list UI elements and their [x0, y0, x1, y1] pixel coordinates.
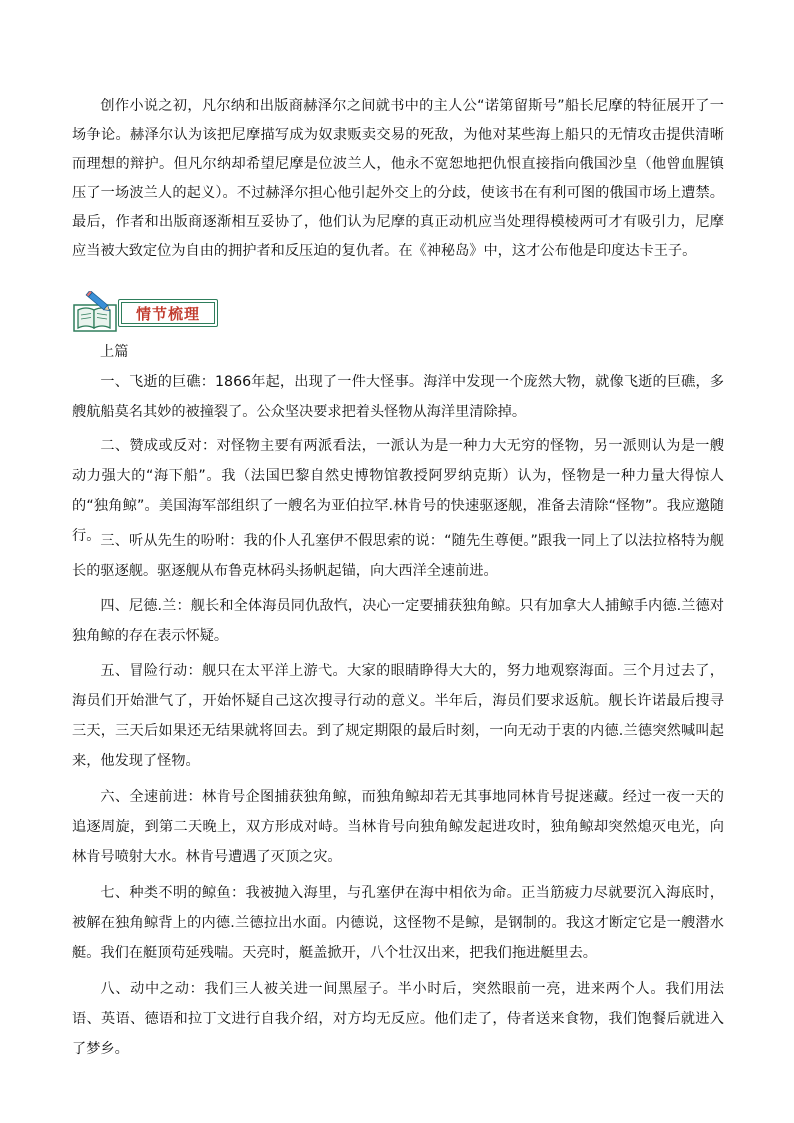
chapter-summary: 四、尼德.兰：舰长和全体海员同仇敌忾，决心一定要捕获独角鲸。只有加拿大人捕鲸手内德.兰德对独角鲸的存在表示怀疑。 [72, 598, 724, 644]
chapter-summary: 一、飞逝的巨礁：1866年起，出现了一件大怪事。海洋中发现一个庞然大物，就像飞逝的巨礁，多艘航船莫名其妙的被撞裂了。公众坚决要求把着头怪物从海洋里清除掉。 [72, 374, 724, 420]
chapter-summary: 二、赞成或反对：对怪物主要有两派看法，一派认为是一种力大无穷的怪物，另一派则认为是一艘动力强大的“海下船”。我（法国巴黎自然史博物馆教授阿罗纳克斯）认为，怪物是一种力量大得惊人的“独角鲸”。美国海军部组织了一艘名为亚伯拉罕.林肯号的快速驱逐舰，准备去清除“怪物”。我应邀随行。 [72, 438, 724, 544]
chapter-summary: 六、全速前进：林肯号企图捕获独角鲸，而独角鲸却若无其事地同林肯号捉迷藏。经过一夜一天的追逐周旋，到第二天晚上，双方形成对峙。当林肯号向独角鲸发起进攻时，独角鲸却突然熄灭电光，向林肯号喷射大水。林肯号遭遇了灭顶之灾。 [72, 789, 724, 865]
chapter-summary: 七、种类不明的鲸鱼：我被抛入海里，与孔塞伊在海中相依为命。正当筋疲力尽就要沉入海底时，被解在独角鲸背上的内德.兰德拉出水面。内德说，这怪物不是鲸，是钢制的。我这才断定它是一艘潜水艇。我们在艇顶苟延残喘。天亮时，艇盖掀开，八个壮汉出来，把我们拖进艇里去。 [72, 885, 724, 961]
intro-paragraph: 创作小说之初，凡尔纳和出版商赫泽尔之间就书中的主人公“诺第留斯号”船长尼摩的特征展开了一场争论。赫泽尔认为该把尼摩描写成为奴隶贩卖交易的死敌，为他对某些海上船只的无情攻击提供清晰而理想的辩护。但凡尔纳却希望尼摩是位波兰人，他永不宽恕地把仇恨直接指向俄国沙皇（他曾血腥镇压了一场波兰人的起义）。不过赫泽尔担心他引起外交上的分歧，使该书在有利可图的俄国市场上遭禁。最后，作者和出版商逐渐相互妥协了，他们认为尼摩的真正动机应当处理得模棱两可才有吸引力，尼摩应当被大致定位为自由的拥护者和反压迫的复仇者。在《神秘岛》中，这才公布他是印度达卡王子。 [72, 98, 724, 259]
chapter-summary: 八、动中之动：我们三人被关进一间黑屋子。半小时后，突然眼前一亮，进来两个人。我们用法语、英语、德语和拉丁文进行自我介绍，对方均无反应。他们走了，侍者送来食物，我们饱餐后就进入了梦乡。 [72, 981, 724, 1057]
section-title: 情节梳理 [135, 305, 200, 323]
chapter-summary: 三、听从先生的吩咐：我的仆人孔塞伊不假思索的说：“随先生尊便。”跟我一同上了以法拉格特为舰长的驱逐舰。驱逐舰从布鲁克林码头扬帆起锚，向大西洋全速前进。 [72, 533, 724, 579]
book-pencil-icon [72, 291, 118, 333]
chapter-summary: 五、冒险行动：舰只在太平洋上游弋。大家的眼睛睁得大大的，努力地观察海面。三个月过去了，海员们开始泄气了，开始怀疑自己这次搜寻行动的意义。半年后，海员们要求返航。舰长许诺最后搜寻三天，三天后如果还无结果就将回去。到了规定期限的最后时刻，一向无动于衷的内德.兰德突然喊叫起来，他发现了怪物。 [72, 663, 724, 769]
section-label-box [118, 299, 218, 327]
section-header [72, 291, 222, 335]
part-title: 上篇 [100, 344, 129, 360]
